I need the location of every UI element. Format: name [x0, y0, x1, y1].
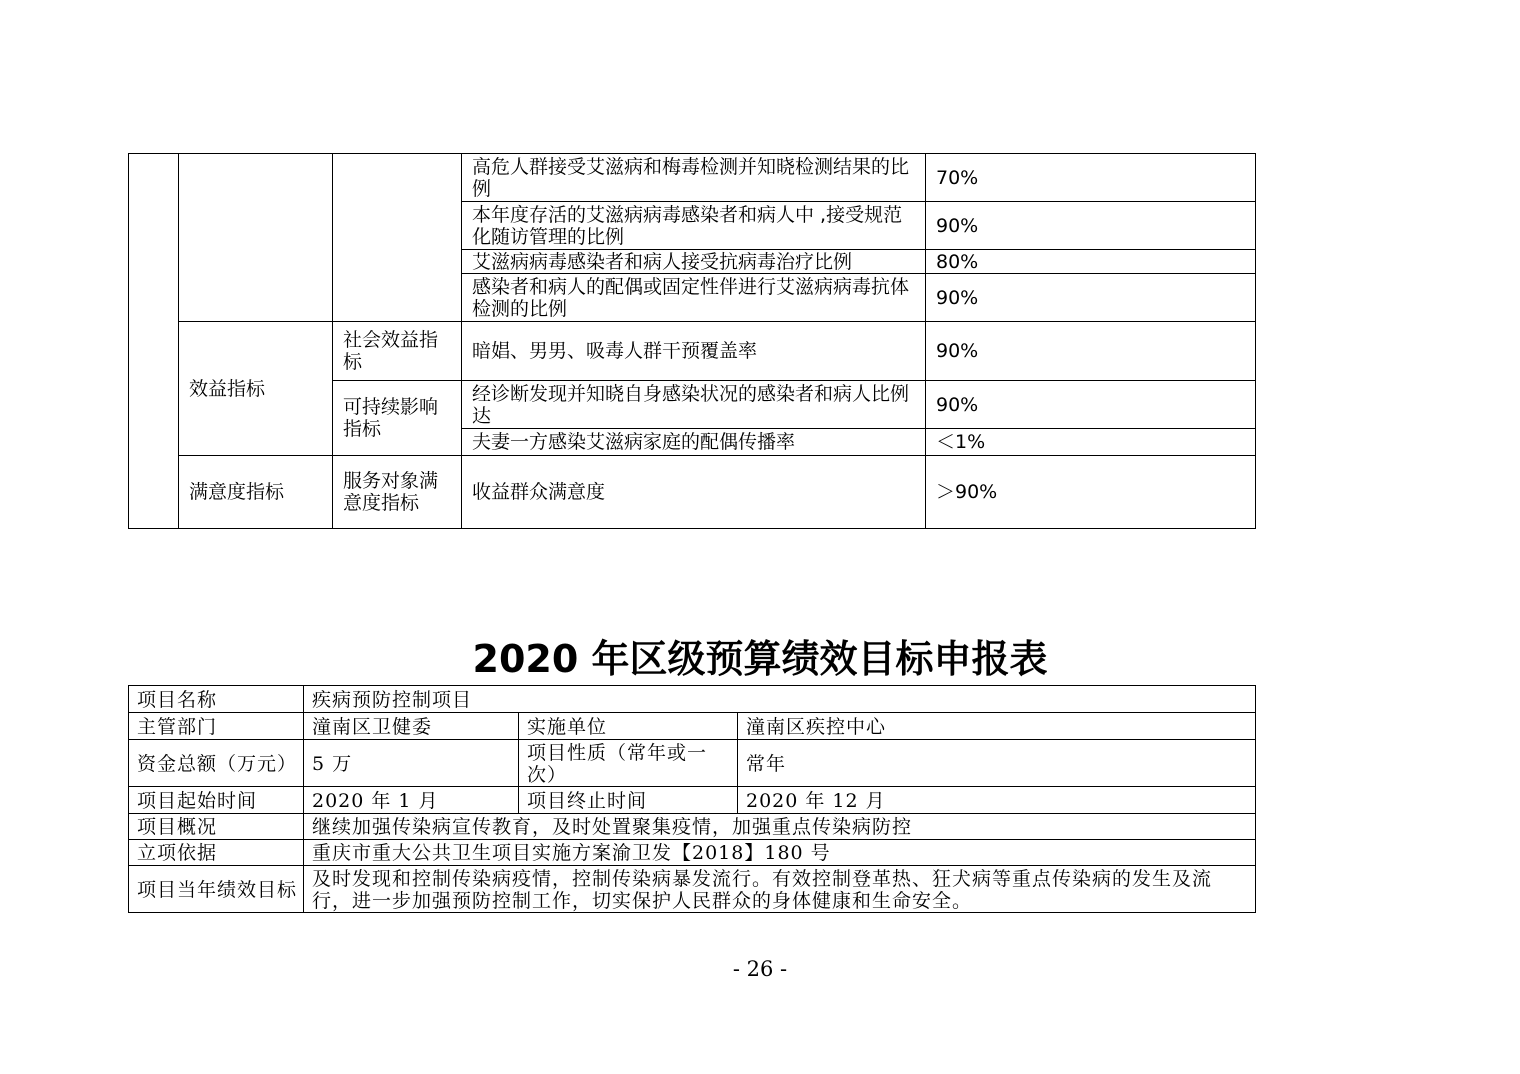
page-number: - 26 - — [732, 957, 788, 981]
indicator-table — [128, 153, 1256, 529]
indicator-cell: 收益群众满意度 — [462, 456, 926, 529]
level1-satisfaction: 满意度指标 — [179, 456, 333, 529]
value-cell: ＞90% — [926, 456, 1256, 529]
value-cell: 90% — [926, 274, 1256, 322]
fund-value: 5 万 — [304, 740, 519, 787]
end-label: 项目终止时间 — [519, 787, 738, 814]
indicator-cell: 暗娼、男男、吸毒人群干预覆盖率 — [462, 322, 926, 381]
value-cell: 90% — [926, 202, 1256, 250]
goal-value: 及时发现和控制传染病疫情，控制传染病暴发流行。有效控制登革热、狂犬病等重点传染病的发生及流行，进一步加强预防控制工作，切实保护人民群众的身体健康和生命安全。 — [304, 866, 1256, 913]
fund-label: 资金总额（万元） — [129, 740, 304, 787]
dept-label: 主管部门 — [129, 713, 304, 740]
value-cell: 90% — [926, 322, 1256, 381]
indicator-cell: 经诊断发现并知晓自身感染状况的感染者和病人比例达 — [462, 381, 926, 429]
basis-label: 立项依据 — [129, 840, 304, 866]
unit-value: 潼南区疾控中心 — [738, 713, 1256, 740]
level1-blank — [179, 154, 333, 322]
project-form-table — [128, 685, 1256, 913]
indicator-cell: 高危人群接受艾滋病和梅毒检测并知晓检测结果的比例 — [462, 154, 926, 202]
unit-label: 实施单位 — [519, 713, 738, 740]
end-value: 2020 年 12 月 — [738, 787, 1256, 814]
indicator-cell: 夫妻一方感染艾滋病家庭的配偶传播率 — [462, 429, 926, 456]
indicator-cell: 艾滋病病毒感染者和病人接受抗病毒治疗比例 — [462, 250, 926, 274]
start-value: 2020 年 1 月 — [304, 787, 519, 814]
indicator-cell: 感染者和病人的配偶或固定性伴进行艾滋病病毒抗体检测的比例 — [462, 274, 926, 322]
level2-sustainable: 可持续影响指标 — [333, 381, 462, 456]
level2-social: 社会效益指标 — [333, 322, 462, 381]
indicator-cell: 本年度存活的艾滋病病毒感染者和病人中 ,接受规范化随访管理的比例 — [462, 202, 926, 250]
level2-blank — [333, 154, 462, 322]
overview-label: 项目概况 — [129, 814, 304, 840]
value-cell: 90% — [926, 381, 1256, 429]
overview-value: 继续加强传染病宣传教育，及时处置聚集疫情，加强重点传染病防控 — [304, 814, 1256, 840]
dept-value: 潼南区卫健委 — [304, 713, 519, 740]
blank-column — [129, 154, 179, 529]
value-cell: ＜1% — [926, 429, 1256, 456]
nature-value: 常年 — [738, 740, 1256, 787]
level2-service: 服务对象满意度指标 — [333, 456, 462, 529]
goal-label: 项目当年绩效目标 — [129, 866, 304, 913]
form-title: 2020 年区级预算绩效目标申报表 — [472, 637, 1048, 681]
basis-value: 重庆市重大公共卫生项目实施方案渝卫发【2018】180 号 — [304, 840, 1256, 866]
project-name-label: 项目名称 — [129, 686, 304, 713]
project-name-value: 疾病预防控制项目 — [304, 686, 1256, 713]
start-label: 项目起始时间 — [129, 787, 304, 814]
value-cell: 80% — [926, 250, 1256, 274]
value-cell: 70% — [926, 154, 1256, 202]
nature-label: 项目性质（常年或一次） — [519, 740, 738, 787]
level1-benefit: 效益指标 — [179, 322, 333, 456]
